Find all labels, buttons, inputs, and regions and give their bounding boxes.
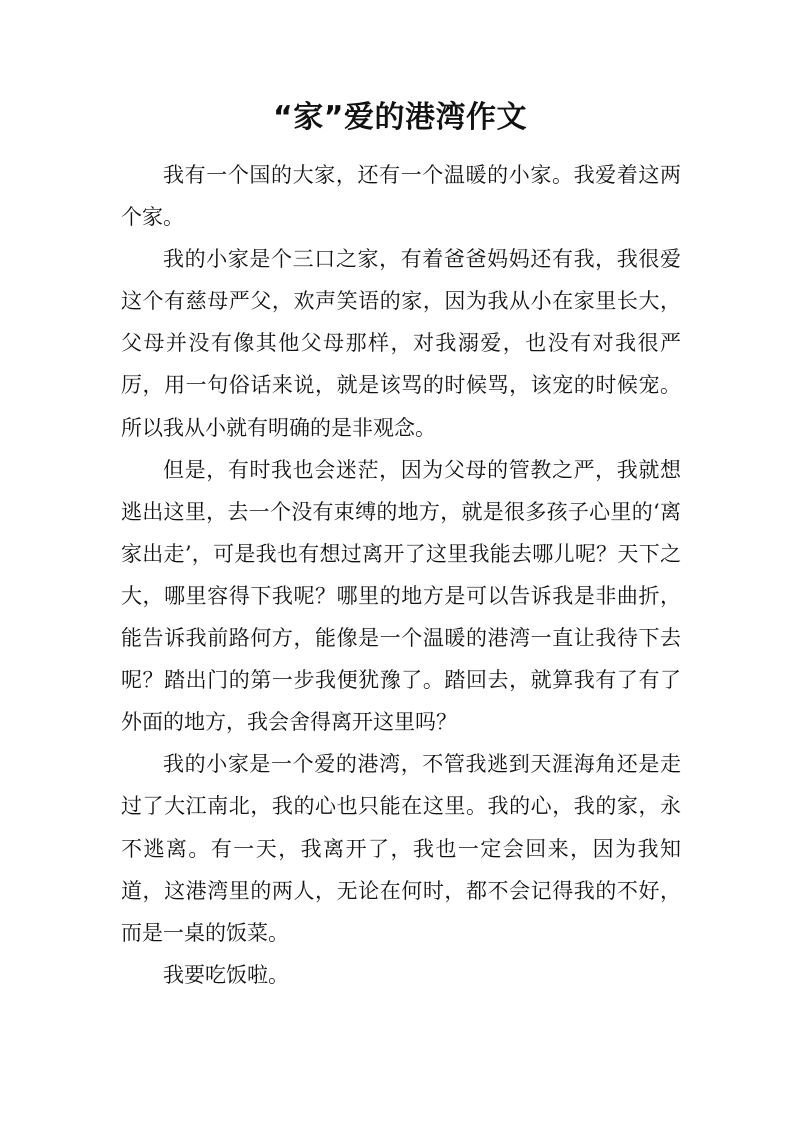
paragraph-2: 我的小家是个三口之家，有着爸爸妈妈还有我，我很爱这个有慈母严父，欢声笑语的家，因为我从小在家里长大，父母并没有像其他父母那样，对我溺爱，也没有对我很严厉，用一句俗话来说，就是该骂的时候骂，该宠的时候宠。所以我从小就有明确的是非观念。: [121, 247, 681, 440]
paragraph-4: 我的小家是一个爱的港湾，不管我逃到天涯海角还是走过了大江南北，我的心也只能在这里。我的心，我的家，永不逃离。有一天，我离开了，我也一定会回来，因为我知道，这港湾里的两人，无论在何时，都不会记得我的不好，而是一桌的饭菜。: [121, 752, 681, 945]
paragraph-1: 我有一个国的大家，还有一个温暖的小家。我爱着这两个家。: [121, 163, 681, 230]
essay-title: “家”爱的港湾作文: [273, 100, 527, 135]
paragraph-5: 我要吃饭啦。: [163, 962, 289, 987]
essay-body: [121, 154, 681, 996]
paragraph-3: 但是，有时我也会迷茫，因为父母的管教之严，我就想逃出这里，去一个没有束缚的地方，就是很多孩子心里的‘离家出走’，可是我也有想过离开了这里我能去哪儿呢？天下之大，哪里容得下我呢？哪里的地方是可以告诉我是非曲折，能告诉我前路何方，能像是一个温暖的港湾一直让我待下去呢？踏出门的第一步我便犹豫了。踏回去，就算我有了有了外面的地方，我会舍得离开这里吗？: [121, 457, 681, 735]
